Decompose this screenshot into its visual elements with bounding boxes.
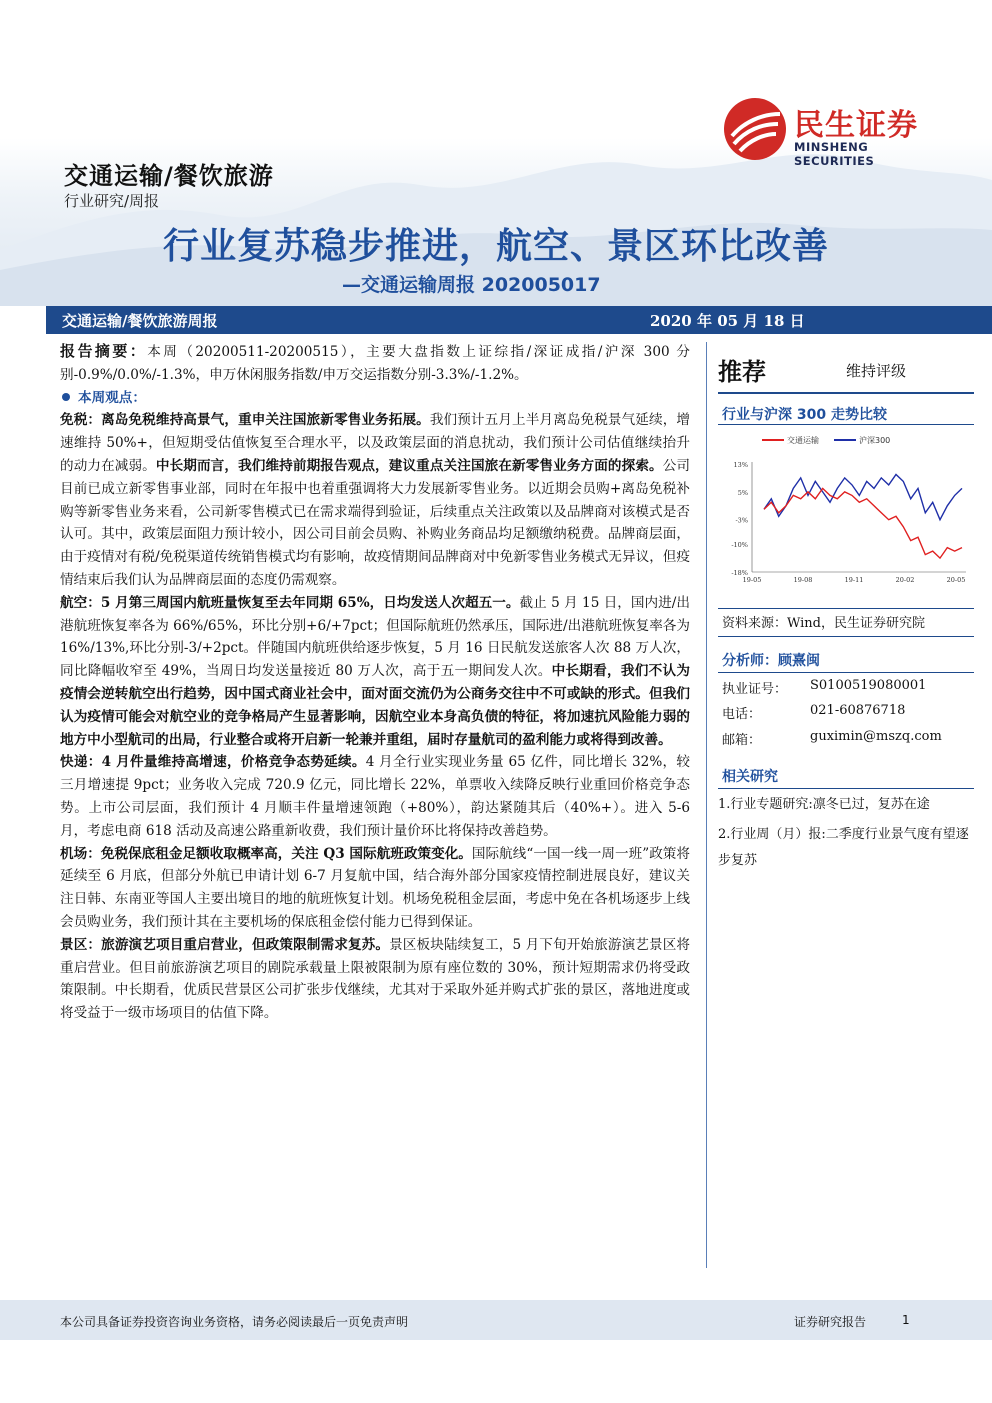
related-title: 相关研究 (722, 769, 778, 785)
x-tick-label: 20-02 (895, 576, 915, 584)
chart-source: 资料来源：Wind，民生证券研究院 (722, 616, 925, 631)
section-aviation: 航空：5 月第三周国内航班量恢复至去年同期 65%，日均发送人次超五一。截止 5 月 15 日，国内进/出港航班恢复率各为 66%/65%，环比分别+6/+7pct；但国际航班仍然承压，国际进/出港航班恢复率各为 16%/13%,环比分别-3/+2pct。伴随国内航班供给逐步恢复，5 月 16 日民航发送旅客人次 88 万人次，同比降幅收窄至 49%，当周日均发送量接近 80 万人次，高于五一期间发人次。中长期看，我们不认为疫情会逆转航空出行趋势，因中国式商业社会中，面对面交流仍为公商务交往中不可或缺的形式。但我们认为疫情可能会对航空业的竞争格局产生显著影响，因航空业本身高负债的特征，将加速抗风险能力弱的地方中小型航司的出局，行业整合或将开启新一轮兼并重组，届时存量航司的盈利能力或将得到改善。 (60, 594, 690, 748)
y-tick-label: 13% (733, 461, 748, 469)
section-express: 快递：4 月件量维持高增速，价格竞争态势延续。4 月全行业实现业务量 65 亿件，同比增长 32%，较三月增速提 9pct；业务收入完成 720.9 亿元，同比增长 22%，单票收入续降反映行业重回价格竞争态势。上市公司层面，我们预计 4 月顺丰件量增速领跑（+80%），韵达紧随其后（40%+）。进入 5-6 月，考虑电商 618 活动及高速公路重新收费，我们预计量价环比将保持改善趋势。 (60, 754, 690, 839)
legend-label: 沪深300 (859, 436, 891, 445)
divider (718, 608, 974, 609)
trend-chart (722, 428, 974, 606)
company-logo (722, 96, 952, 168)
section-head: 航空：5 月第三周国内航班量恢复至去年同期 65%，日均发送人次超五一。 (60, 594, 520, 611)
x-tick-label: 19-08 (793, 576, 813, 584)
logo-emblem-icon (722, 96, 788, 162)
divider (718, 636, 974, 637)
phone-value: 021-60876718 (810, 703, 906, 718)
logo-en-text: MINSHENG SECURITIES (794, 140, 875, 168)
section-airport: 机场：免税保底租金足额收取概率高，关注 Q3 国际航班政策变化。国际航线“一国一线一周一班”政策将延续至 6 月底，但部分外航已申请计划 6-7 月复航中国，结合海外部分国家疫情控制进展良好，建议关注日韩、东南亚等国人主要出境目的地的航班恢复计划。机场免税租金层面，考虑中免在各机场逐步上线会员购业务，我们预计其在主要机场的保底租金偿付能力已得到保证。 (60, 845, 691, 930)
page-title: 行业复苏稳步推进，航空、景区环比改善 (162, 226, 829, 267)
summary-text: 本周（20200511-20200515），主要大盘指数上证综指/深证成指/沪深 300 分别-0.9%/0.0%/-1.3%，申万休闲服务指数/申万交运指数分别-3.3%/-1.2%。 (60, 344, 690, 383)
bar-date: 2020 年 05 月 18 日 (650, 312, 805, 330)
bullet-icon (62, 393, 70, 401)
report-type: 行业研究/周报 (64, 192, 160, 210)
divider (718, 672, 974, 673)
rating: 推荐 (718, 358, 766, 386)
column-divider (706, 342, 707, 1268)
email-value: guximin@mszq.com (810, 729, 942, 744)
y-tick-label: -18% (731, 569, 748, 577)
chart-title: 行业与沪深 300 走势比较 (722, 407, 887, 423)
related-item[interactable]: 2.行业周（月）报:二季度行业景气度有望逐步复苏 (718, 827, 969, 868)
y-tick-label: -3% (735, 516, 748, 525)
summary-paragraph (60, 340, 690, 387)
section-scenic: 景区：旅游演艺项目重启营业，但政策限制需求复苏。景区板块陆续复工，5 月下旬开始旅游演艺景区将重启营业。但目前旅游演艺项目的剧院承载量上限被限制为原有座位数的 30%，预计短期需求仍将受政策限制。中长期看，优质民营景区公司扩张步伐继续，尤其对于采取外延并购式扩张的景区，落地进度或将受益于一级市场项目的估值下降。 (60, 936, 691, 1022)
phone-label: 电话： (722, 707, 762, 722)
related-list (718, 792, 978, 874)
x-tick-label: 19-11 (844, 576, 864, 584)
section-head: 免税：离岛免税维持高景气，重申关注国旅新零售业务拓展。 (60, 412, 430, 429)
divider (718, 788, 974, 789)
section-duty-free: 免税：离岛免税维持高景气，重申关注国旅新零售业务拓展。我们预计五月上半月离岛免税景气延续，增速维持 50%+，但短期受估值恢复至合理水平，以及政策层面的消息扰动，我们预计公司估值继续抬升的动力在减弱。中长期而言，我们维持前期报告观点，建议重点关注国旅在新零售业务方面的探索。公司目前已成立新零售事业部，同时在年报中也着重强调将大力发展新零售业务。以近期会员购+离岛免税补购等新零售业务来看，公司新零售模式已在需求端得到验证，后续重点关注政策以及品牌商对该模式是否认可。其中，政策层面阻力预计较小，因公司目前会员购、补购业务商品均足额缴纳税费。品牌商层面，由于疫情对有税/免税渠道传统销售模式均有影响，故疫情期间品牌商对中免新零售业务模式无异议，但疫情结束后我们认为品牌商层面的态度仍需观察。 (60, 412, 691, 588)
footer-label: 证券研究报告 (794, 1315, 867, 1329)
divider (718, 424, 974, 425)
logo-cn-text: 民生证券 (794, 108, 918, 143)
page-number: 1 (902, 1313, 910, 1327)
section-head: 快递：4 月件量维持高增速，价格竞争态势延续。 (60, 754, 366, 771)
footer-disclaimer: 本公司具备证券投资咨询业务资格，请务必阅读最后一页免责声明 (60, 1315, 409, 1329)
divider (718, 392, 974, 394)
email-label: 邮箱： (722, 733, 762, 748)
y-tick-label: 5% (737, 488, 748, 497)
analyst-title: 分析师：顾熹闽 (722, 653, 820, 669)
category-title: 交通运输/餐饮旅游 (64, 162, 274, 190)
related-item[interactable]: 1.行业专题研究:凛冬已过，复苏在途 (718, 797, 930, 812)
y-tick-label: -10% (731, 541, 748, 550)
x-tick-label: 20-05 (946, 576, 966, 584)
section-head: 景区：旅游演艺项目重启营业，但政策限制需求复苏。 (60, 936, 390, 953)
series-line (764, 475, 962, 520)
license-value: S0100519080001 (810, 678, 927, 693)
legend-label: 交通运输 (787, 436, 819, 445)
section-head: 机场：免税保底租金足额收取概率高，关注 Q3 国际航班政策变化。 (60, 845, 472, 862)
rating-sub: 维持评级 (846, 362, 907, 380)
summary-label: 报告摘要： (60, 342, 148, 360)
x-tick-label: 19-05 (742, 576, 762, 584)
report-body (60, 340, 690, 1025)
page-subtitle: —交通运输周报 202005017 (342, 274, 601, 296)
view-heading: 本周观点： (60, 387, 690, 410)
series-line (764, 488, 962, 558)
bar-report-name: 交通运输/餐饮旅游周报 (62, 312, 218, 330)
license-label: 执业证号： (722, 682, 788, 697)
